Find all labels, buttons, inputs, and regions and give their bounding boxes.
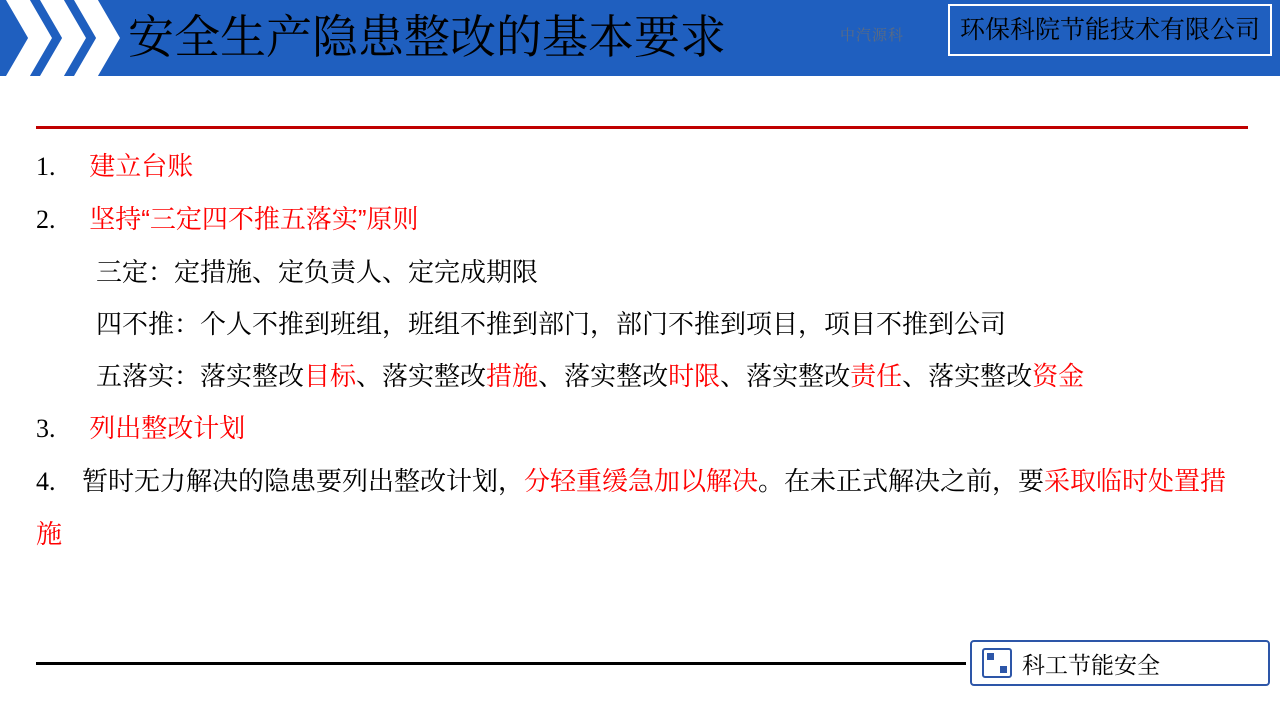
list-item-label: 建立台账	[89, 151, 194, 181]
page-title: 安全生产隐患整改的基本要求	[128, 12, 726, 63]
company-name-box: 环保科院节能技术有限公司	[948, 4, 1272, 56]
five-keyword-5: 资金	[1032, 361, 1085, 391]
divider-bottom	[36, 662, 966, 665]
chevron-decoration	[6, 0, 136, 76]
slide-header	[0, 0, 1280, 76]
list-item	[36, 402, 1252, 455]
list-item-number: 4.	[36, 467, 56, 496]
item4-highlight-1: 分轻重缓急加以解决	[524, 466, 759, 496]
item4-part1: 暂时无力解决的隐患要列出整改计划，	[82, 466, 525, 496]
list-item-label: 列出整改计划	[89, 413, 246, 443]
watermark-text: 中汽源科	[840, 27, 905, 44]
five-prefix: 五落实：落实整改	[96, 361, 305, 391]
five-keyword-2: 措施	[486, 361, 539, 391]
chevron-icon-1	[6, 0, 52, 76]
item4-part2: 。在未正式解决之前，要	[758, 466, 1045, 496]
qr-code-icon	[982, 648, 1012, 678]
slide-body	[36, 140, 1252, 560]
sub-line-five	[36, 350, 1252, 402]
footer-badge	[970, 640, 1270, 686]
list-item-number: 3.	[36, 414, 56, 443]
list-item	[36, 193, 1252, 246]
five-sep-3: 、落实整改	[720, 361, 851, 391]
item4-highlight-2: 采取临时处置措施	[36, 466, 1227, 549]
sub-line: 三定：定措施、定负责人、定完成期限	[96, 257, 539, 287]
list-item-number: 2.	[36, 205, 56, 234]
sub-line: 四不推：个人不推到班组，班组不推到部门，部门不推到项目，项目不推到公司	[96, 309, 1007, 339]
five-sep-2: 、落实整改	[538, 361, 669, 391]
five-sep-4: 、落实整改	[902, 361, 1033, 391]
list-item	[36, 140, 1252, 193]
list-item	[36, 455, 1252, 560]
five-keyword-3: 时限	[668, 361, 721, 391]
five-sep-1: 、落实整改	[356, 361, 487, 391]
five-keyword-4: 责任	[850, 361, 903, 391]
five-keyword-1: 目标	[304, 361, 357, 391]
list-item-number: 1.	[36, 152, 56, 181]
divider-top	[36, 126, 1248, 129]
list-item-label: 坚持“三定四不推五落实”原则	[89, 204, 419, 234]
footer-badge-label: 科工节能安全	[1022, 652, 1160, 678]
